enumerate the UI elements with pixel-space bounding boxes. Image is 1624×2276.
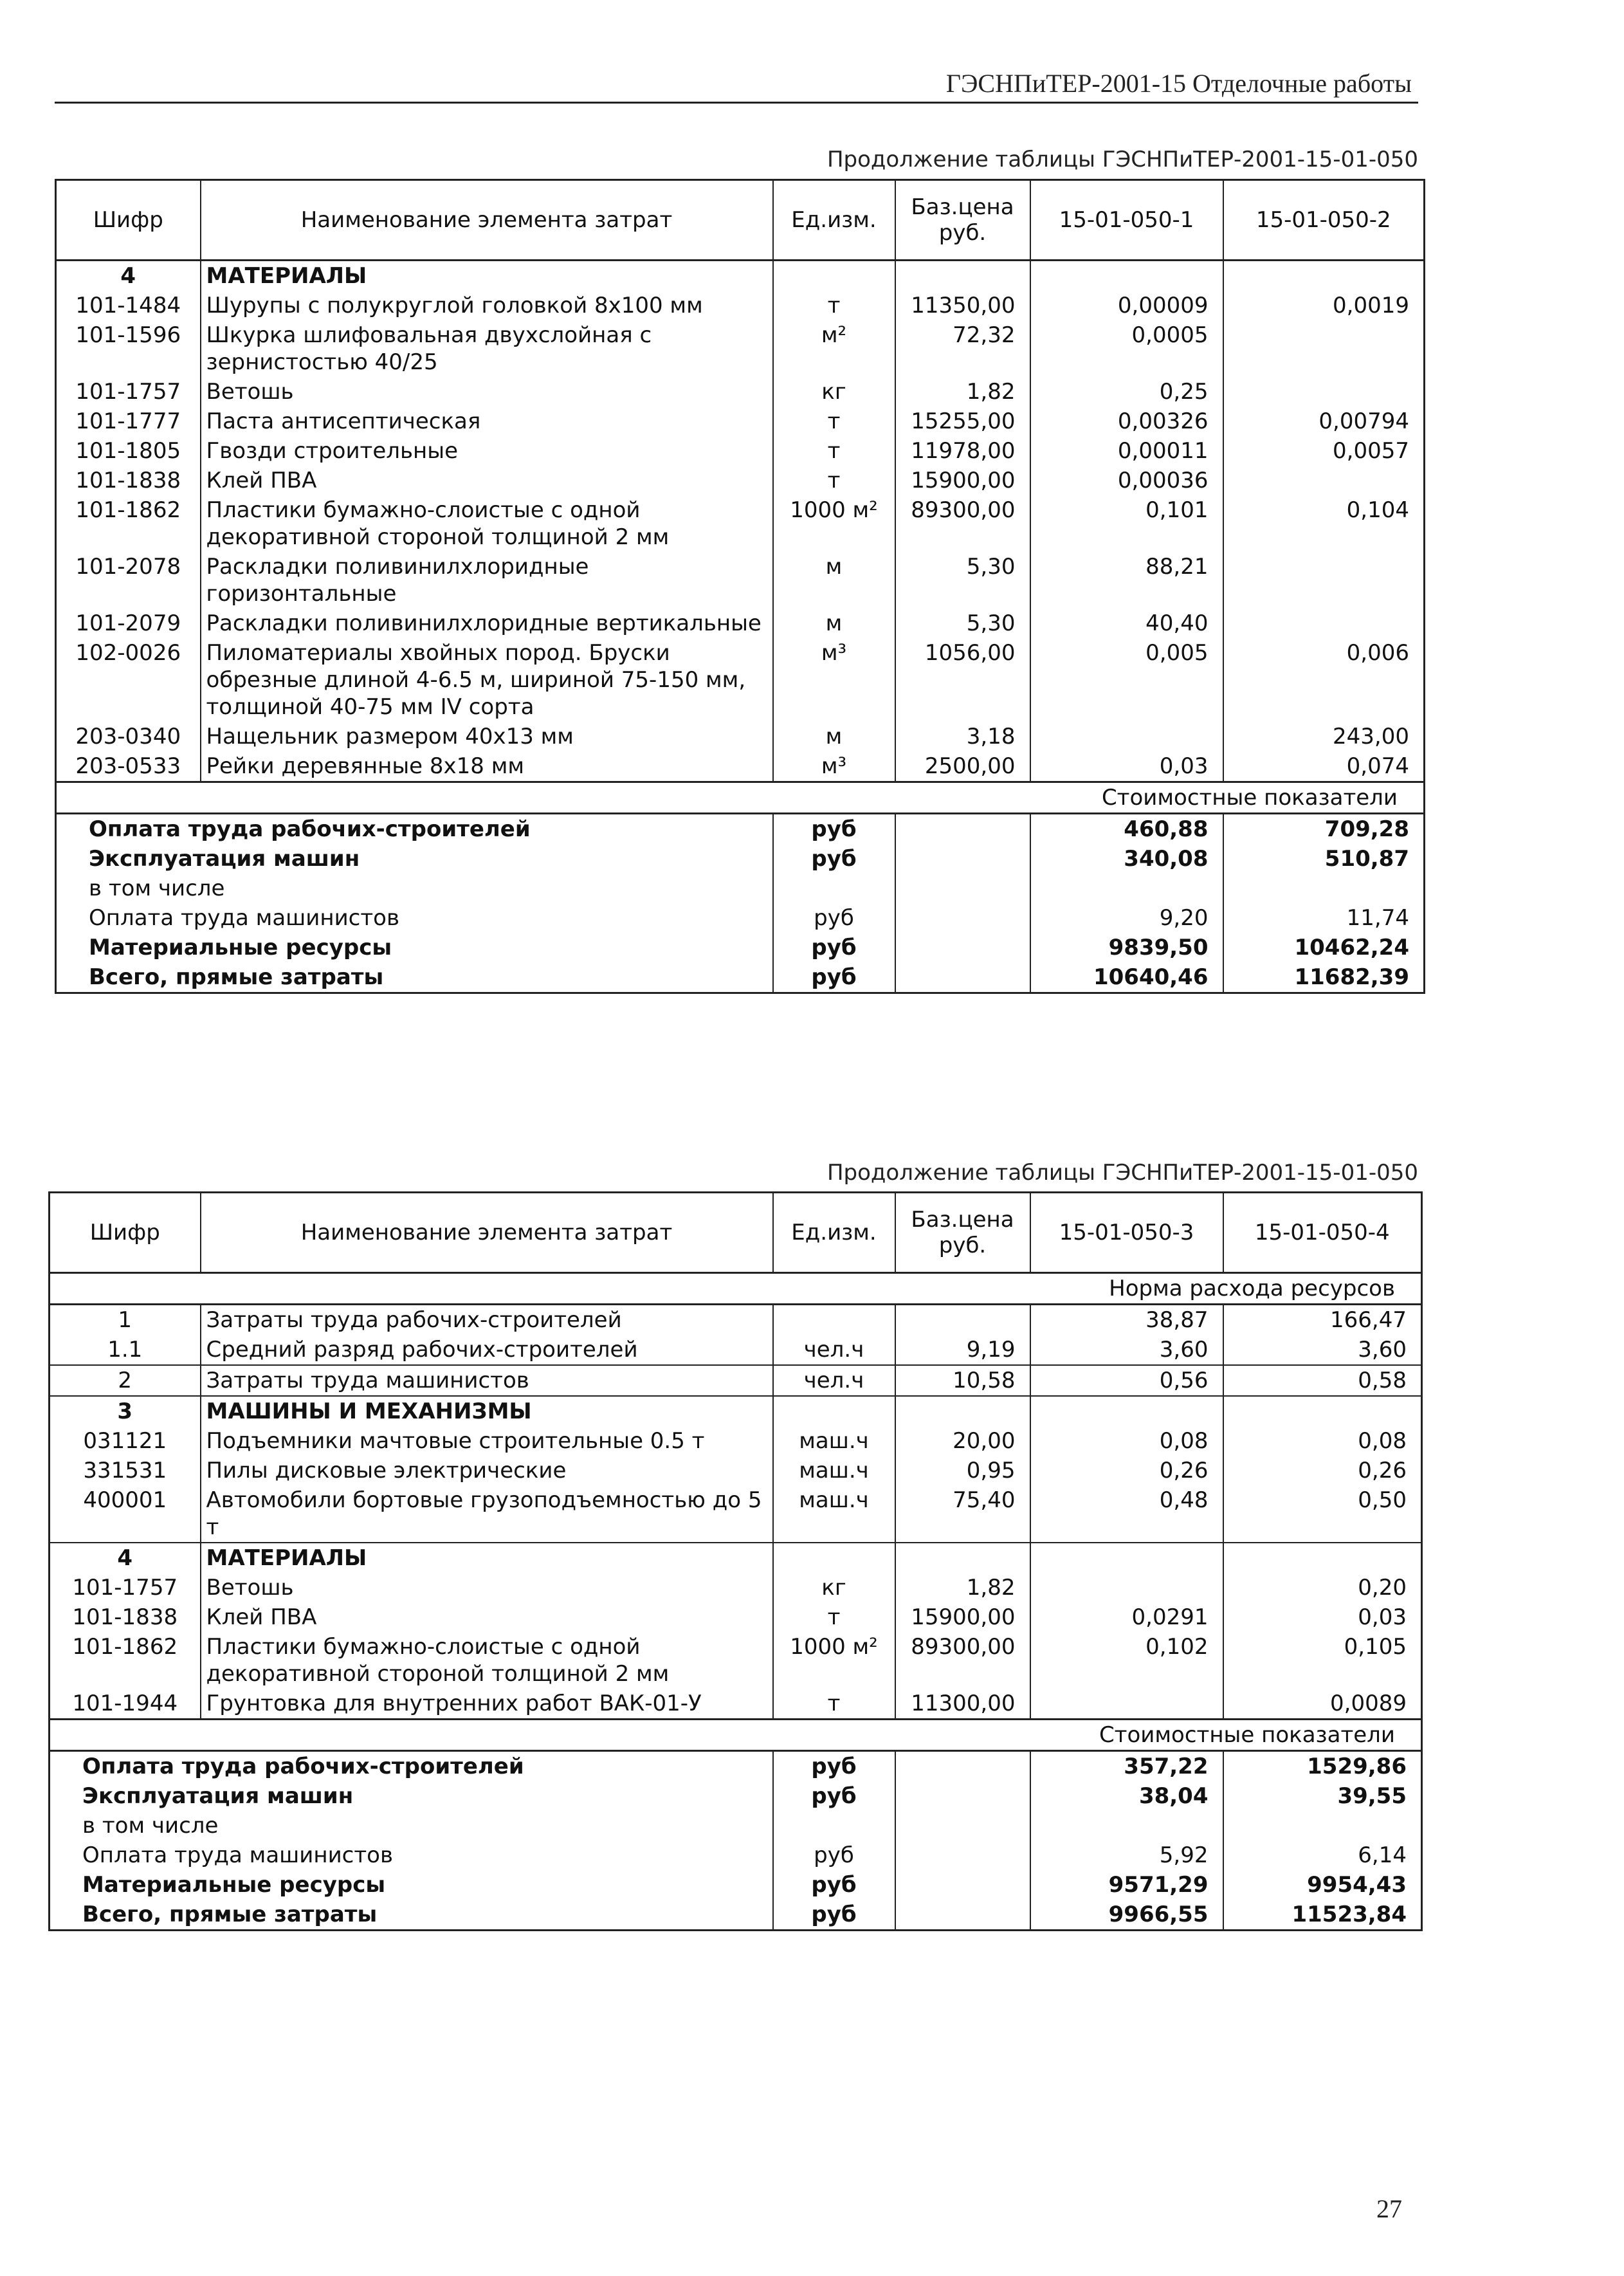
- table-row: [50, 1632, 1422, 1689]
- cell-code: 203-0340: [56, 722, 201, 751]
- summary-value-a: 10640,46: [1030, 962, 1223, 993]
- section-name: МАШИНЫ И МЕХАНИЗМЫ: [201, 1396, 773, 1426]
- summary-unit: руб: [773, 1781, 895, 1811]
- summary-value-a: 5,92: [1030, 1840, 1223, 1870]
- empty-cell: [1030, 1396, 1223, 1426]
- col-header-name: Наименование элемента затрат: [201, 180, 773, 261]
- summary-name: Оплата труда машинистов: [56, 903, 773, 933]
- cell-name: Пиломатериалы хвойных пород. Бруски обрезные длиной 4-6.5 м, шириной 75-150 мм, толщиной 40-75 мм IV сорта: [201, 638, 773, 722]
- cost-indicators-band: [56, 782, 1425, 814]
- cell-norm-b: 0,26: [1223, 1456, 1422, 1485]
- summary-unit: руб: [773, 962, 895, 993]
- cell-name: Ветошь: [201, 1573, 773, 1602]
- cell-name: Затраты труда машинистов: [201, 1365, 773, 1396]
- summary-unit: руб: [773, 903, 895, 933]
- cell-unit: чел.ч: [773, 1335, 895, 1365]
- cell-price: 15900,00: [895, 1602, 1030, 1632]
- cell-unit: м: [773, 552, 895, 609]
- empty-cell: [1030, 1543, 1223, 1573]
- cell-name: Пластики бумажно-слоистые с одной декоративной стороной толщиной 2 мм: [201, 1632, 773, 1689]
- cell-norm-b: 0,08: [1223, 1426, 1422, 1456]
- summary-value-b: 10462,24: [1223, 933, 1425, 962]
- summary-value-b: 39,55: [1223, 1781, 1422, 1811]
- summary-value-a: 9966,55: [1030, 1900, 1223, 1931]
- cell-norm-b: 243,00: [1223, 722, 1425, 751]
- cell-code: 101-2078: [56, 552, 201, 609]
- cell-unit: т: [773, 1602, 895, 1632]
- table-row: [50, 1485, 1422, 1543]
- cell-norm-a: 0,101: [1030, 495, 1223, 552]
- table-row: [50, 1689, 1422, 1720]
- cell-norm-b: [1223, 377, 1425, 407]
- cell-unit: маш.ч: [773, 1456, 895, 1485]
- cell-norm-b: [1223, 320, 1425, 377]
- cell-price: 20,00: [895, 1426, 1030, 1456]
- section-row-materials: [56, 261, 1425, 291]
- cell-norm-a: 3,60: [1030, 1335, 1223, 1365]
- summary-name: Эксплуатация машин: [56, 844, 773, 874]
- col-header-unit: Ед.изм.: [773, 180, 895, 261]
- cell-code: 101-1757: [56, 377, 201, 407]
- cell-name: Раскладки поливинилхлоридные вертикальные: [201, 609, 773, 638]
- cell-code: 101-1838: [50, 1602, 201, 1632]
- summary-value-b: 6,14: [1223, 1840, 1422, 1870]
- cell-price: 11350,00: [895, 291, 1030, 320]
- summary-unit: руб: [773, 933, 895, 962]
- cell-code: 101-2079: [56, 609, 201, 638]
- cell-norm-b: [1223, 552, 1425, 609]
- summary-unit: руб: [773, 1751, 895, 1782]
- cell-price: 2500,00: [895, 751, 1030, 782]
- summary-name: Материальные ресурсы: [56, 933, 773, 962]
- summary-price: [895, 1840, 1030, 1870]
- cell-name: Паста антисептическая: [201, 407, 773, 436]
- cell-code: 331531: [50, 1456, 201, 1485]
- cell-name: Шкурка шлифовальная двухслойная с зернистостью 40/25: [201, 320, 773, 377]
- section-code: 3: [50, 1396, 201, 1426]
- cell-price: 89300,00: [895, 495, 1030, 552]
- cell-price: 15255,00: [895, 407, 1030, 436]
- table-row: [56, 377, 1425, 407]
- cell-price: 15900,00: [895, 466, 1030, 495]
- cell-code: 101-1484: [56, 291, 201, 320]
- col-header-price: Баз.цена руб.: [895, 180, 1030, 261]
- summary-row: [56, 874, 1425, 903]
- cell-name: Шурупы с полукруглой головкой 8х100 мм: [201, 291, 773, 320]
- cell-norm-a: 0,0005: [1030, 320, 1223, 377]
- section-row-materials: [50, 1543, 1422, 1573]
- cell-unit: м²: [773, 320, 895, 377]
- cell-price: 0,95: [895, 1456, 1030, 1485]
- cell-name: Автомобили бортовые грузоподъемностью до 5 т: [201, 1485, 773, 1543]
- summary-row: [50, 1900, 1422, 1931]
- cell-price: 11300,00: [895, 1689, 1030, 1720]
- summary-price: [895, 903, 1030, 933]
- cell-norm-b: 166,47: [1223, 1305, 1422, 1335]
- cell-norm-b: 0,0089: [1223, 1689, 1422, 1720]
- summary-value-a: 9,20: [1030, 903, 1223, 933]
- cell-name: Средний разряд рабочих-строителей: [201, 1335, 773, 1365]
- cell-unit: м: [773, 609, 895, 638]
- cell-norm-a: 38,87: [1030, 1305, 1223, 1335]
- summary-unit: руб: [773, 814, 895, 845]
- cell-code: 101-1757: [50, 1573, 201, 1602]
- cell-code: 2: [50, 1365, 201, 1396]
- cell-name: Клей ПВА: [201, 466, 773, 495]
- cell-code: 101-1805: [56, 436, 201, 466]
- table-row: [50, 1602, 1422, 1632]
- empty-cell: [895, 1396, 1030, 1426]
- norm-band-label: Норма расхода ресурсов: [50, 1273, 1422, 1305]
- cell-norm-a: 0,03: [1030, 751, 1223, 782]
- summary-price: [895, 1900, 1030, 1931]
- cell-norm-a: 0,25: [1030, 377, 1223, 407]
- table-row: [50, 1456, 1422, 1485]
- cell-code: 1.1: [50, 1335, 201, 1365]
- cell-code: 101-1838: [56, 466, 201, 495]
- resource-table-1: [55, 179, 1425, 994]
- summary-row: [56, 844, 1425, 874]
- cell-unit: кг: [773, 377, 895, 407]
- summary-name: Материальные ресурсы: [50, 1870, 773, 1900]
- cell-name: Клей ПВА: [201, 1602, 773, 1632]
- cell-price: 11978,00: [895, 436, 1030, 466]
- cell-unit: [773, 1305, 895, 1335]
- summary-row: [56, 962, 1425, 993]
- summary-value-b: [1223, 874, 1425, 903]
- summary-name: в том числе: [50, 1811, 773, 1840]
- cell-unit: т: [773, 1689, 895, 1720]
- summary-row: [50, 1751, 1422, 1782]
- table-row: [56, 638, 1425, 722]
- cost-indicators-band: [50, 1720, 1422, 1751]
- cell-norm-a: 0,00326: [1030, 407, 1223, 436]
- cell-unit: кг: [773, 1573, 895, 1602]
- cell-norm-a: 40,40: [1030, 609, 1223, 638]
- cell-name: Гвозди строительные: [201, 436, 773, 466]
- summary-value-a: [1030, 874, 1223, 903]
- table-row: [56, 407, 1425, 436]
- summary-price: [895, 1751, 1030, 1782]
- cell-norm-a: 0,00036: [1030, 466, 1223, 495]
- cell-norm-b: 0,0019: [1223, 291, 1425, 320]
- cell-code: 203-0533: [56, 751, 201, 782]
- summary-price: [895, 844, 1030, 874]
- summary-value-b: 11523,84: [1223, 1900, 1422, 1931]
- summary-row: [56, 903, 1425, 933]
- cell-code: 101-1777: [56, 407, 201, 436]
- cell-price: 5,30: [895, 552, 1030, 609]
- col-header-norm-4: 15-01-050-4: [1223, 1193, 1422, 1273]
- cell-unit: т: [773, 466, 895, 495]
- cell-name: Ветошь: [201, 377, 773, 407]
- summary-name: Оплата труда рабочих-строителей: [56, 814, 773, 845]
- col-header-name: Наименование элемента затрат: [201, 1193, 773, 1273]
- cell-unit: т: [773, 436, 895, 466]
- section-code: 4: [56, 261, 201, 291]
- cell-norm-b: 0,03: [1223, 1602, 1422, 1632]
- col-header-code: Шифр: [56, 180, 201, 261]
- cell-price: 1,82: [895, 377, 1030, 407]
- summary-row: [50, 1781, 1422, 1811]
- cost-indicators-band-label: Стоимостные показатели: [50, 1720, 1422, 1751]
- summary-name: в том числе: [56, 874, 773, 903]
- col-header-norm-3: 15-01-050-3: [1030, 1193, 1223, 1273]
- col-header-norm-2: 15-01-050-2: [1223, 180, 1425, 261]
- cell-unit: 1000 м²: [773, 1632, 895, 1689]
- summary-name: Оплата труда машинистов: [50, 1840, 773, 1870]
- empty-cell: [773, 1543, 895, 1573]
- cell-unit: маш.ч: [773, 1485, 895, 1543]
- section-row-machines: [50, 1396, 1422, 1426]
- page-header: [55, 64, 1418, 104]
- cell-price: 1056,00: [895, 638, 1030, 722]
- summary-row: [56, 933, 1425, 962]
- summary-unit: руб: [773, 1870, 895, 1900]
- cell-name: Пилы дисковые электрические: [201, 1456, 773, 1485]
- summary-price: [895, 933, 1030, 962]
- summary-unit: [773, 1811, 895, 1840]
- cell-code: 102-0026: [56, 638, 201, 722]
- summary-name: Оплата труда рабочих-строителей: [50, 1751, 773, 1782]
- cell-code: 400001: [50, 1485, 201, 1543]
- empty-cell: [1223, 1396, 1422, 1426]
- table-header-row: [56, 180, 1425, 261]
- summary-unit: руб: [773, 1840, 895, 1870]
- summary-value-b: 709,28: [1223, 814, 1425, 845]
- table-row: [56, 751, 1425, 782]
- summary-value-b: 11682,39: [1223, 962, 1425, 993]
- cell-unit: 1000 м²: [773, 495, 895, 552]
- cell-price: 5,30: [895, 609, 1030, 638]
- cell-norm-a: 0,00009: [1030, 291, 1223, 320]
- cell-norm-a: 88,21: [1030, 552, 1223, 609]
- table-row: [50, 1305, 1422, 1335]
- table-row: [56, 320, 1425, 377]
- cell-norm-b: [1223, 466, 1425, 495]
- section-code: 4: [50, 1543, 201, 1573]
- table-header-row: [50, 1193, 1422, 1273]
- cell-norm-b: 0,104: [1223, 495, 1425, 552]
- table-row: [56, 466, 1425, 495]
- summary-row: [50, 1811, 1422, 1840]
- table-row: [56, 609, 1425, 638]
- table-row: [50, 1365, 1422, 1396]
- summary-value-a: [1030, 1811, 1223, 1840]
- cell-norm-a: 0,0291: [1030, 1602, 1223, 1632]
- summary-price: [895, 1811, 1030, 1840]
- cell-name: Пластики бумажно-слоистые с одной декоративной стороной толщиной 2 мм: [201, 495, 773, 552]
- summary-row: [56, 814, 1425, 845]
- cell-norm-a: 0,48: [1030, 1485, 1223, 1543]
- cell-price: 1,82: [895, 1573, 1030, 1602]
- summary-unit: [773, 874, 895, 903]
- cell-norm-b: 0,58: [1223, 1365, 1422, 1396]
- cell-norm-b: 0,50: [1223, 1485, 1422, 1543]
- cell-norm-a: [1030, 1573, 1223, 1602]
- cell-norm-a: [1030, 722, 1223, 751]
- cell-price: 72,32: [895, 320, 1030, 377]
- col-header-code: Шифр: [50, 1193, 201, 1273]
- table-row: [56, 722, 1425, 751]
- cell-norm-a: 0,26: [1030, 1456, 1223, 1485]
- summary-value-a: 340,08: [1030, 844, 1223, 874]
- cell-code: 101-1862: [50, 1632, 201, 1689]
- cell-norm-b: 3,60: [1223, 1335, 1422, 1365]
- summary-name: Всего, прямые затраты: [50, 1900, 773, 1931]
- summary-price: [895, 962, 1030, 993]
- summary-value-a: 9571,29: [1030, 1870, 1223, 1900]
- table1-caption: Продолжение таблицы ГЭСНПиТЕР-2001-15-01-050: [826, 147, 1418, 172]
- cell-code: 031121: [50, 1426, 201, 1456]
- table-row: [56, 436, 1425, 466]
- cell-unit: чел.ч: [773, 1365, 895, 1396]
- table-row: [50, 1335, 1422, 1365]
- cell-code: 1: [50, 1305, 201, 1335]
- cell-price: 3,18: [895, 722, 1030, 751]
- empty-cell: [1223, 1543, 1422, 1573]
- cell-norm-b: 0,00794: [1223, 407, 1425, 436]
- table-row: [50, 1426, 1422, 1456]
- summary-value-b: [1223, 1811, 1422, 1840]
- summary-price: [895, 1781, 1030, 1811]
- summary-value-b: 11,74: [1223, 903, 1425, 933]
- cell-unit: м: [773, 722, 895, 751]
- cell-price: 75,40: [895, 1485, 1030, 1543]
- summary-row: [50, 1840, 1422, 1870]
- cell-code: 101-1862: [56, 495, 201, 552]
- summary-name: Эксплуатация машин: [50, 1781, 773, 1811]
- summary-row: [50, 1870, 1422, 1900]
- cell-name: Раскладки поливинилхлоридные горизонтальные: [201, 552, 773, 609]
- summary-name: Всего, прямые затраты: [56, 962, 773, 993]
- col-header-price: Баз.цена руб.: [895, 1193, 1030, 1273]
- cell-unit: маш.ч: [773, 1426, 895, 1456]
- table-row: [56, 495, 1425, 552]
- cell-norm-b: 0,20: [1223, 1573, 1422, 1602]
- cell-norm-b: 0,0057: [1223, 436, 1425, 466]
- norm-band: [50, 1273, 1422, 1305]
- cell-unit: м³: [773, 638, 895, 722]
- cell-unit: м³: [773, 751, 895, 782]
- empty-cell: [773, 1396, 895, 1426]
- cell-unit: т: [773, 291, 895, 320]
- cell-name: Затраты труда рабочих-строителей: [201, 1305, 773, 1335]
- summary-price: [895, 814, 1030, 845]
- summary-value-b: 1529,86: [1223, 1751, 1422, 1782]
- resource-table-2: [48, 1191, 1423, 1931]
- summary-price: [895, 874, 1030, 903]
- cell-name: Подъемники мачтовые строительные 0.5 т: [201, 1426, 773, 1456]
- cell-norm-a: 0,005: [1030, 638, 1223, 722]
- cell-norm-a: 0,08: [1030, 1426, 1223, 1456]
- cell-unit: т: [773, 407, 895, 436]
- cell-norm-b: 0,105: [1223, 1632, 1422, 1689]
- cell-name: Рейки деревянные 8х18 мм: [201, 751, 773, 782]
- section-name: МАТЕРИАЛЫ: [201, 1543, 773, 1573]
- page-number: 27: [1376, 2194, 1402, 2223]
- table2-caption: Продолжение таблицы ГЭСНПиТЕР-2001-15-01-050: [826, 1160, 1418, 1186]
- cell-price: 10,58: [895, 1365, 1030, 1396]
- cell-price: 89300,00: [895, 1632, 1030, 1689]
- document-title: ГЭСНПиТЕР-2001-15 Отделочные работы: [945, 69, 1412, 98]
- empty-cell: [895, 1543, 1030, 1573]
- summary-unit: руб: [773, 844, 895, 874]
- summary-unit: руб: [773, 1900, 895, 1931]
- col-header-unit: Ед.изм.: [773, 1193, 895, 1273]
- table-row: [50, 1573, 1422, 1602]
- summary-value-b: 9954,43: [1223, 1870, 1422, 1900]
- section-name: МАТЕРИАЛЫ: [201, 261, 773, 291]
- cell-norm-b: 0,074: [1223, 751, 1425, 782]
- cell-norm-a: 0,102: [1030, 1632, 1223, 1689]
- table-row: [56, 552, 1425, 609]
- cell-norm-b: 0,006: [1223, 638, 1425, 722]
- cell-code: 101-1596: [56, 320, 201, 377]
- table-row: [56, 291, 1425, 320]
- cell-norm-a: 0,00011: [1030, 436, 1223, 466]
- summary-value-a: 9839,50: [1030, 933, 1223, 962]
- summary-value-b: 510,87: [1223, 844, 1425, 874]
- cell-name: Грунтовка для внутренних работ ВАК-01-У: [201, 1689, 773, 1720]
- col-header-norm-1: 15-01-050-1: [1030, 180, 1223, 261]
- cell-norm-a: 0,56: [1030, 1365, 1223, 1396]
- cell-code: 101-1944: [50, 1689, 201, 1720]
- cell-name: Нащельник размером 40х13 мм: [201, 722, 773, 751]
- summary-price: [895, 1870, 1030, 1900]
- cell-norm-a: [1030, 1689, 1223, 1720]
- summary-value-a: 460,88: [1030, 814, 1223, 845]
- cell-norm-b: [1223, 609, 1425, 638]
- summary-value-a: 357,22: [1030, 1751, 1223, 1782]
- cost-indicators-band-label: Стоимостные показатели: [56, 782, 1425, 814]
- cell-price: [895, 1305, 1030, 1335]
- summary-value-a: 38,04: [1030, 1781, 1223, 1811]
- cell-price: 9,19: [895, 1335, 1030, 1365]
